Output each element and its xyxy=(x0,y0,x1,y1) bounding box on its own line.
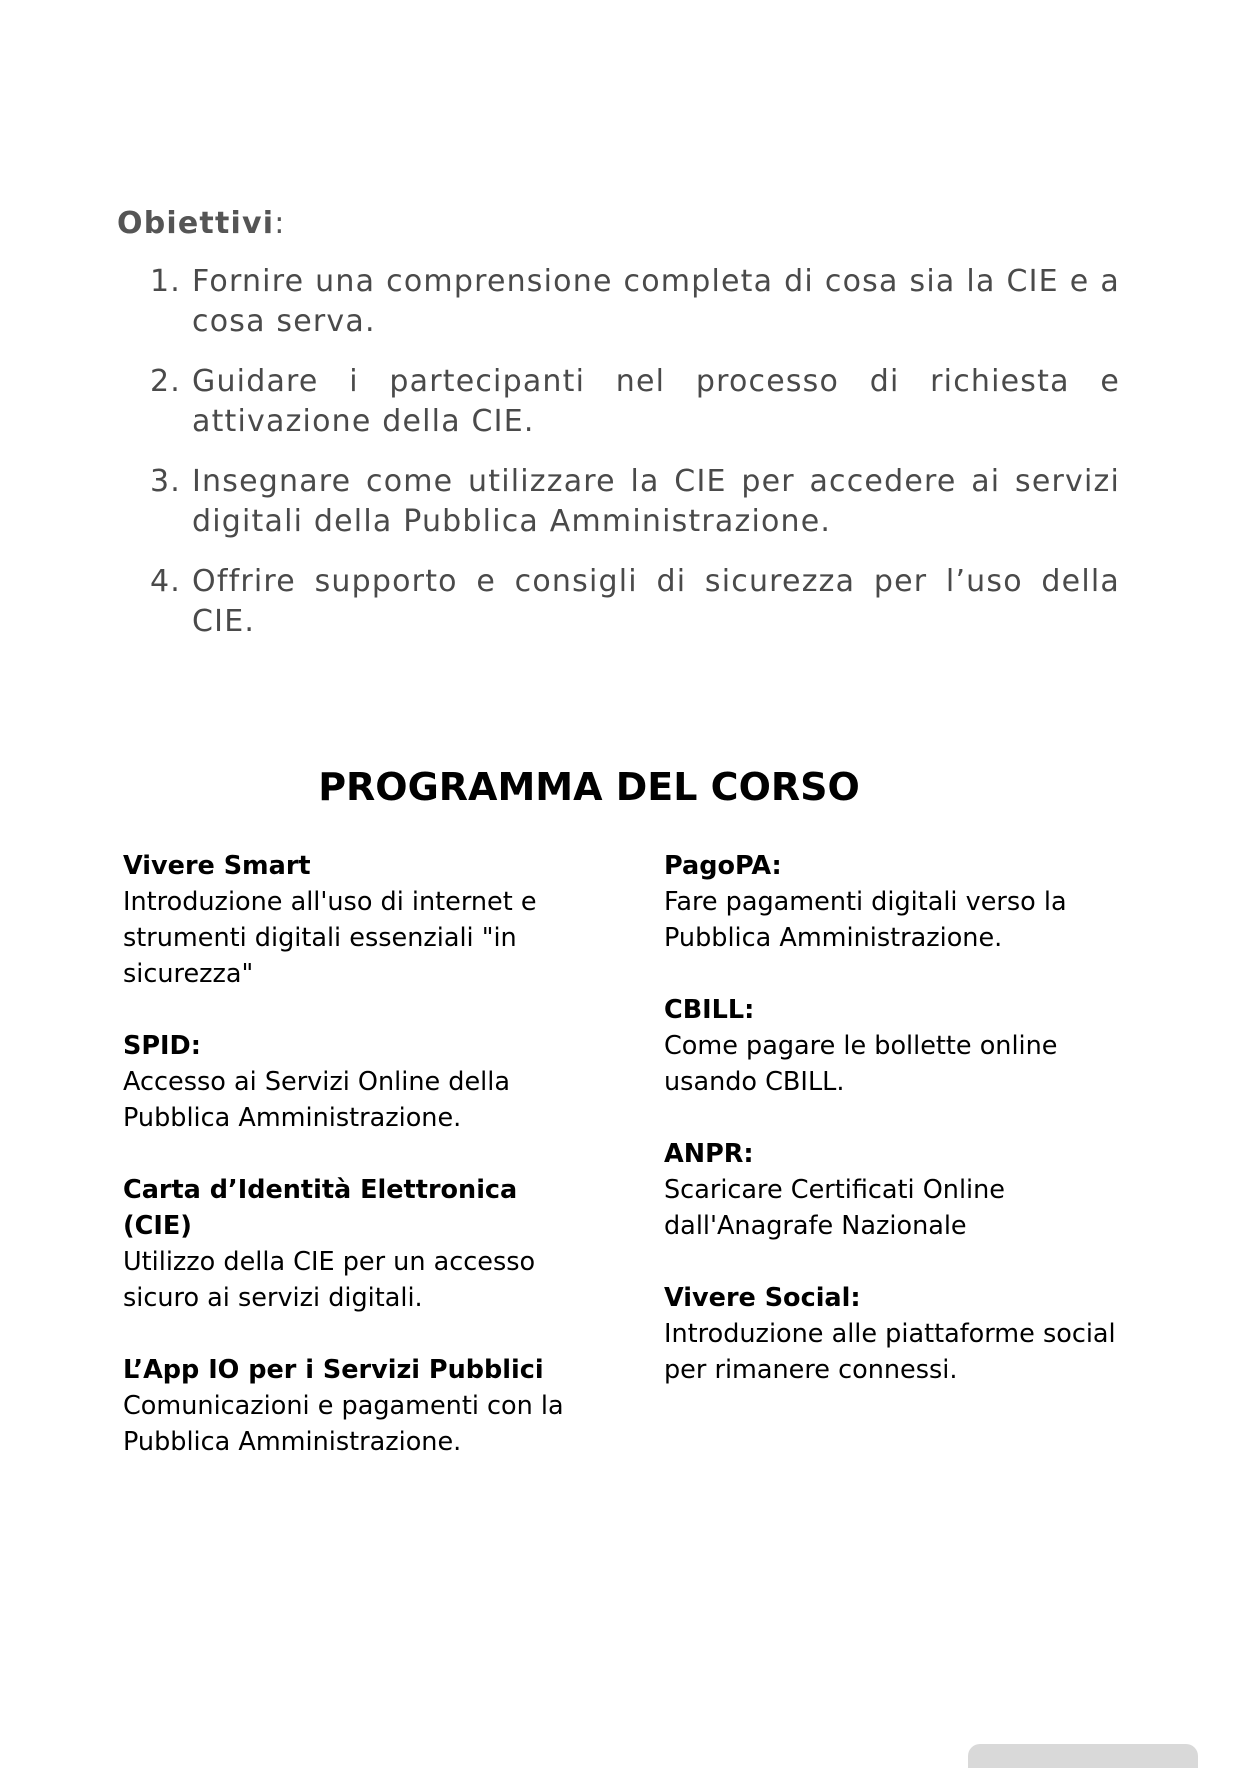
course-block xyxy=(664,1136,1134,1244)
course-block xyxy=(664,1280,1134,1388)
page-corner-mark xyxy=(968,1744,1198,1768)
objective-number: 1. xyxy=(150,264,182,299)
course-block xyxy=(123,1352,593,1460)
objectives-heading xyxy=(117,204,286,244)
objective-item xyxy=(150,462,1120,542)
course-block xyxy=(664,848,1134,956)
programma-title: PROGRAMMA DEL CORSO xyxy=(318,765,860,809)
course-title: Vivere Social: xyxy=(664,1283,861,1313)
objective-number: 4. xyxy=(150,564,182,599)
objective-number: 3. xyxy=(150,464,182,499)
objectives-list xyxy=(150,262,1120,662)
objective-item xyxy=(150,362,1120,442)
course-block xyxy=(123,1028,593,1136)
course-title: ANPR: xyxy=(664,1139,754,1169)
course-block xyxy=(123,1172,593,1316)
objective-number: 2. xyxy=(150,364,182,399)
objectives-heading-colon: : xyxy=(274,206,286,241)
course-title: L’App IO per i Servizi Pubblici xyxy=(123,1355,544,1385)
objective-text: Guidare i partecipanti nel processo di richiesta e attivazione della CIE. xyxy=(192,364,1120,439)
programma-left-column xyxy=(123,848,593,1496)
objective-text: Offrire supporto e consigli di sicurezza per l’uso della CIE. xyxy=(192,564,1120,639)
objective-text: Insegnare come utilizzare la CIE per accedere ai servizi digitali della Pubblica Amministrazione. xyxy=(192,464,1120,539)
course-description: Scaricare Certificati Online dall'Anagrafe Nazionale xyxy=(664,1175,1005,1241)
course-title: Carta d’Identità Elettronica (CIE) xyxy=(123,1175,518,1241)
course-description: Introduzione alle piattaforme social per rimanere connessi. xyxy=(664,1319,1116,1385)
course-description: Utilizzo della CIE per un accesso sicuro ai servizi digitali. xyxy=(123,1247,536,1313)
course-title: CBILL: xyxy=(664,995,755,1025)
course-title: SPID: xyxy=(123,1031,201,1061)
programma-right-column xyxy=(664,848,1134,1424)
course-description: Accesso ai Servizi Online della Pubblica Amministrazione. xyxy=(123,1067,510,1133)
course-block xyxy=(123,848,593,992)
course-title: PagoPA: xyxy=(664,851,782,881)
course-description: Introduzione all'uso di internet e strumenti digitali essenziali "in sicurezza" xyxy=(123,887,537,989)
course-description: Come pagare le bollette online usando CBILL. xyxy=(664,1031,1058,1097)
objective-text: Fornire una comprensione completa di cosa sia la CIE e a cosa serva. xyxy=(192,264,1120,339)
objectives-heading-label: Obiettivi xyxy=(117,206,275,241)
objective-item xyxy=(150,262,1120,342)
course-description: Fare pagamenti digitali verso la Pubblica Amministrazione. xyxy=(664,887,1067,953)
course-title: Vivere Smart xyxy=(123,851,311,881)
objective-item xyxy=(150,562,1120,642)
course-description: Comunicazioni e pagamenti con la Pubblica Amministrazione. xyxy=(123,1391,564,1457)
course-block xyxy=(664,992,1134,1100)
